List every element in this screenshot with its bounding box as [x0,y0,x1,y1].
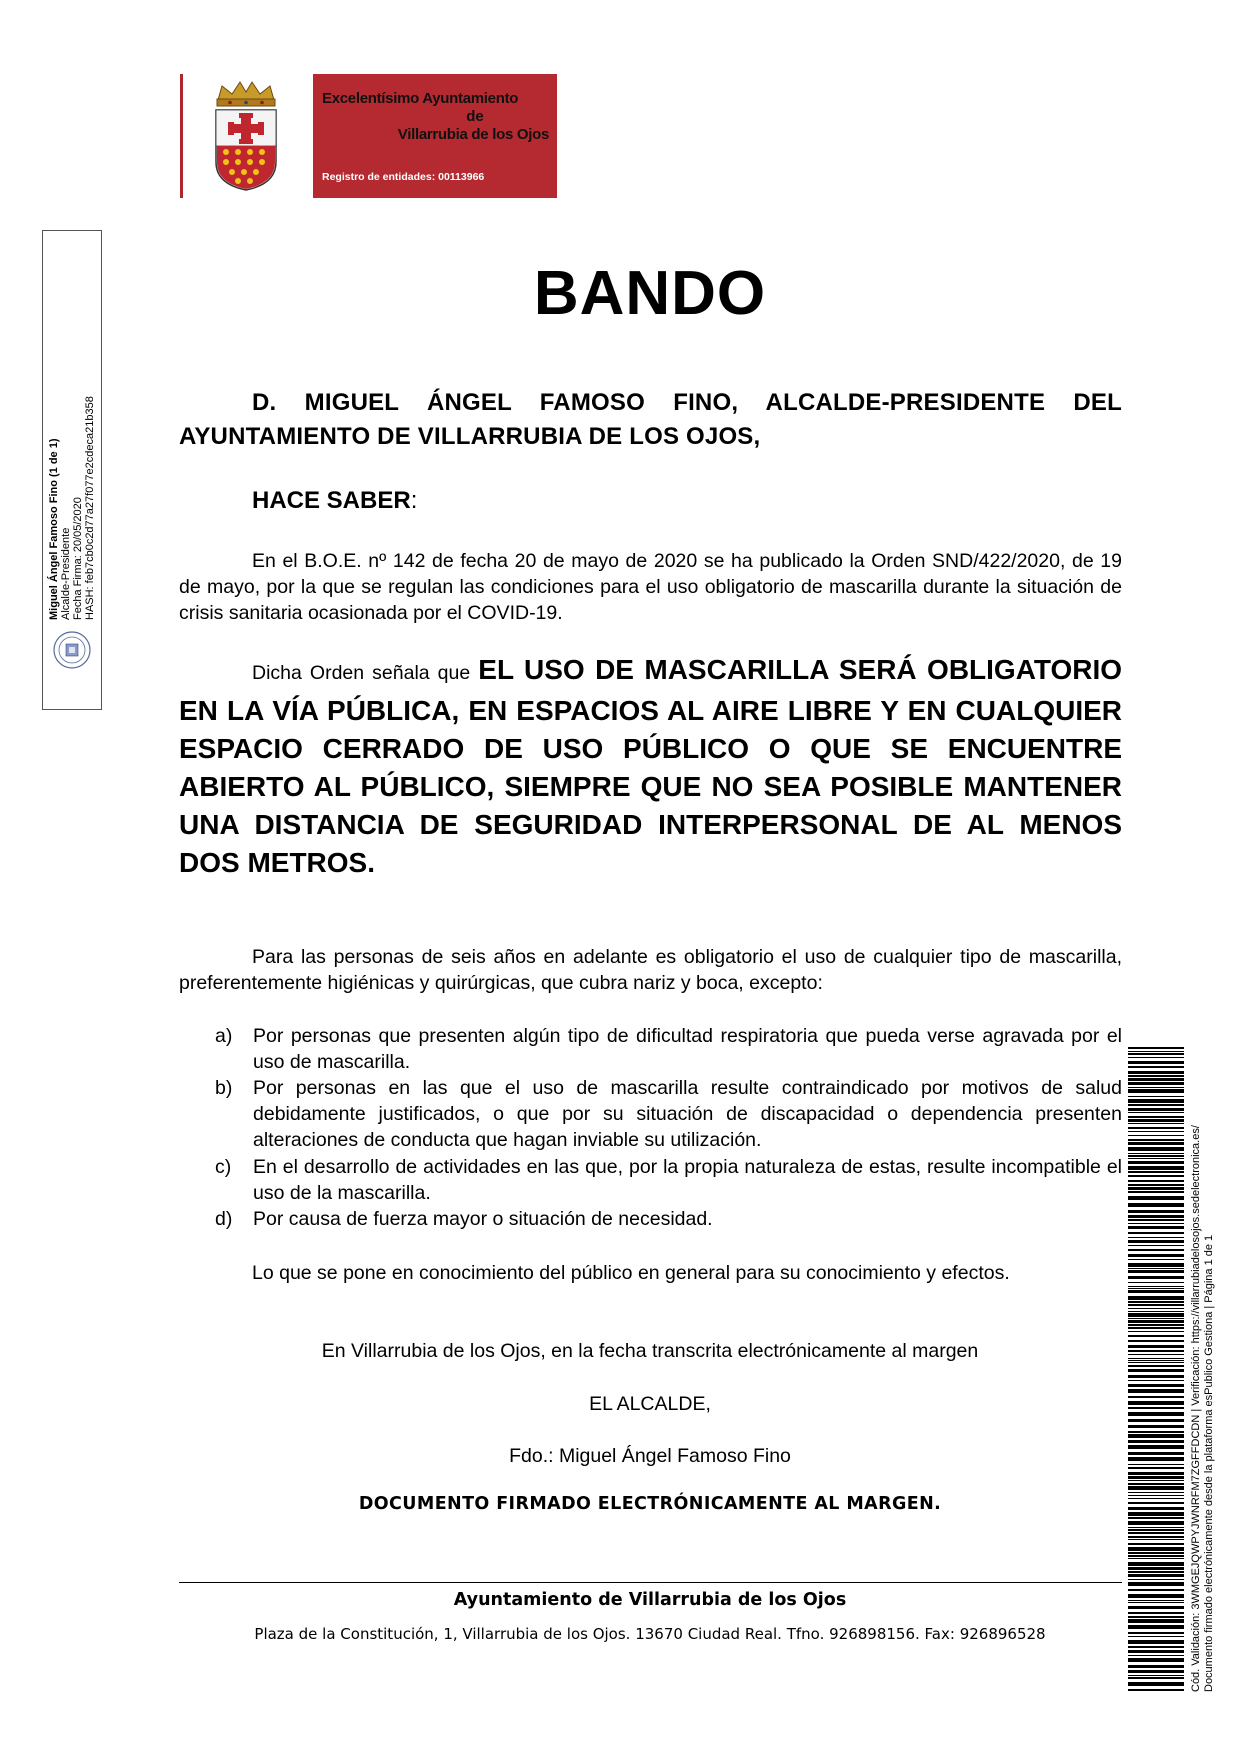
municipality-brand-box [313,74,557,198]
barcode-bar [1128,1665,1184,1668]
brand-line-1: Excelentísimo Ayuntamiento [322,90,519,107]
barcode-bar [1128,1108,1184,1111]
barcode-bar [1128,1127,1184,1129]
barcode-bar [1128,1096,1184,1097]
official-seal-icon [52,630,92,670]
barcode-bar [1128,1425,1184,1428]
barcode-bar [1128,1237,1184,1238]
barcode-bar [1128,1161,1184,1164]
barcode-bar [1128,1327,1184,1329]
barcode-bar [1128,1119,1184,1122]
brand-registry: Registro de entidades: 00113966 [322,171,485,183]
signer-name: Fdo.: Miguel Ángel Famoso Fino [509,1445,791,1467]
document-title: BANDO [533,259,767,328]
barcode-bar [1128,1476,1184,1479]
list-item [179,1075,1122,1153]
footer-address: Plaza de la Constitución, 1, Villarrubia de los Ojos. 13670 Ciudad Real. Tfno. 926898156. Fax: 926896528 [254,1625,1046,1643]
barcode-bar [1128,1142,1184,1145]
barcode-bar [1128,1619,1184,1623]
barcode-bar [1128,1558,1184,1559]
list-item [179,1154,1122,1206]
paragraph-mask-lead: Dicha Orden señala que [252,662,479,684]
barcode-bar [1128,1268,1184,1269]
coat-of-arms-icon [210,80,282,192]
barcode-bar [1128,1078,1184,1081]
barcode-bar [1128,1089,1184,1093]
barcode-bar [1128,1650,1184,1653]
barcode-bar [1128,1574,1184,1577]
barcode-bar [1128,1301,1184,1303]
barcode-bar [1128,1440,1184,1443]
barcode-bar [1128,1658,1184,1662]
barcode-bar [1128,1670,1184,1673]
barcode-bar [1128,1215,1184,1218]
barcode-bar [1128,1210,1184,1213]
barcode-bar [1128,1180,1184,1182]
barcode-bar [1128,1532,1184,1534]
barcode-bar [1128,1517,1184,1519]
barcode-bar [1128,1061,1184,1064]
barcode-bar [1128,1434,1184,1438]
header-accent-line [180,74,183,198]
barcode-bar [1128,1184,1184,1186]
barcode-bar [1128,1116,1184,1118]
barcode-bar [1128,1567,1184,1570]
barcode-bar [1128,1104,1184,1106]
barcode-bar [1128,1223,1184,1224]
barcode-bar [1128,1245,1184,1246]
barcode-bar [1128,1226,1184,1229]
barcode-bar [1128,1112,1184,1113]
barcode-bar [1128,1075,1184,1077]
barcode-bar [1128,1536,1184,1538]
barcode-bar [1128,1166,1184,1170]
list-item-text: En el desarrollo de actividades en las que, por la propia naturaleza de estas, resulte incompatible el uso de la mascarilla. [253,1156,1122,1204]
barcode-bar [1128,1288,1184,1289]
barcode-bar [1128,1431,1184,1433]
signature-hash: HASH: feb7cb0c2d77a27f077e2cdeca21b358 [84,396,96,620]
barcode-bar [1128,1318,1184,1319]
barcode-bar [1128,1240,1184,1243]
barcode-bar [1128,1529,1184,1531]
barcode-bar [1128,1682,1184,1686]
list-item-text: Por personas que presenten algún tipo de dificultad respiratoria que pueda verse agravada por el uso de mascarilla. [253,1025,1122,1073]
barcode-bar [1128,1051,1184,1052]
verification-line-2: Documento firmado electrónicamente desde la plataforma esPublico Gestiona | Página 1 de 1 [1203,1234,1215,1692]
barcode-bar [1128,1308,1184,1309]
barcode-bar [1128,1203,1184,1207]
barcode-bar [1128,1196,1184,1200]
barcode-bar [1128,1175,1184,1177]
barcode-bar [1128,1263,1184,1267]
barcode-bar [1128,1071,1184,1074]
place-date: En Villarrubia de los Ojos, en la fecha transcrita electrónicamente al margen [321,1340,979,1362]
barcode-bar [1128,1472,1184,1475]
barcode-bar [1128,1571,1184,1573]
barcode-bar [1128,1492,1184,1493]
barcode-bar [1128,1369,1184,1372]
barcode-bar [1128,1335,1184,1337]
barcode-bar [1128,1066,1184,1068]
barcode-bar [1128,1552,1184,1554]
barcode-bar [1128,1187,1184,1190]
barcode-bar [1128,1365,1184,1367]
footer-divider [179,1582,1122,1583]
barcode-bar [1128,1480,1184,1481]
signature-date: Fecha Firma: 20/05/2020 [72,497,84,620]
barcode-bar [1128,1155,1184,1157]
barcode-bar [1128,1053,1184,1055]
barcode-bar [1128,1087,1184,1088]
list-item [179,1206,1122,1232]
barcode-bar [1128,1616,1184,1618]
signature-signer: Miguel Ángel Famoso Fino (1 de 1) [48,438,60,620]
barcode-bar [1128,1282,1184,1283]
barcode-bar [1128,1324,1184,1326]
barcode-bar [1128,1331,1184,1332]
signed-note: DOCUMENTO FIRMADO ELECTRÓNICAMENTE AL MARGEN. [358,1494,942,1514]
barcode-bar [1128,1219,1184,1221]
barcode-bar [1128,1486,1184,1490]
barcode-bar [1128,1320,1184,1323]
barcode-bar [1128,1527,1184,1528]
barcode-bar [1128,1047,1184,1049]
verification-line-1: Cód. Validación: 3WMGEJQWPYJWNRFM7ZGFFDCDN | Verificación: https://villarrubiadelosojos.sedelectronica.es/ [1190,1125,1202,1692]
paragraph-mask-obligation [179,651,1122,882]
barcode-bar [1128,1082,1184,1085]
barcode-bar [1128,1539,1184,1540]
barcode-bar [1128,1099,1184,1103]
barcode-bar [1128,1375,1184,1378]
barcode-bar [1128,1131,1184,1132]
barcode-bar [1128,1419,1184,1422]
signature-details [48,360,96,620]
paragraph-mask-emphasis: EL USO DE MASCARILLA SERÁ OBLIGATORIO EN LA VÍA PÚBLICA, EN ESPACIOS AL AIRE LIBRE Y EN CUALQUIER ESPACIO CERRADO DE USO PÚBLICO O QUE SE ENCUENTRE ABIERTO AL PÚBLICO, SIEMPRE QUE NO SEA POSIBLE MANTENER UNA DISTANCIA DE SEGURIDAD INTERPERSONAL DE AL MENOS DOS METROS. [179,654,1123,878]
barcode-bar [1128,1689,1184,1691]
barcode-bar [1128,1380,1184,1381]
barcode-bar [1128,1259,1184,1260]
barcode-bar [1128,1646,1184,1648]
barcode-bar [1128,1521,1184,1525]
barcode-bar [1128,1612,1184,1614]
barcode-bar [1128,1286,1184,1287]
footer-org: Ayuntamiento de Villarrubia de los Ojos [453,1590,847,1610]
barcode-bar [1128,1313,1184,1317]
barcode-bar [1128,1582,1184,1586]
signature-role: Alcalde-Presidente [60,527,72,620]
signer-role: EL ALCALDE, [589,1393,711,1415]
barcode-bar [1128,1191,1184,1193]
barcode-bar [1128,1304,1184,1306]
list-item-text: Por causa de fuerza mayor o situación de necesidad. [253,1208,713,1230]
barcode-bar [1128,1135,1184,1136]
hace-saber-text: HACE SABER [252,487,411,514]
barcode-bar [1128,1276,1184,1279]
hace-saber-colon: : [410,487,418,514]
addressee: D. MIGUEL ÁNGEL FAMOSO FINO, ALCALDE-PRESIDENTE DEL AYUNTAMIENTO DE VILLARRUBIA DE LOS OJOS, [179,389,1122,450]
barcode-bar [1128,1270,1184,1273]
barcode-bar [1128,1547,1184,1551]
paragraph-boe: En el B.O.E. nº 142 de fecha 20 de mayo de 2020 se ha publicado la Orden SND/422/2020, de 19 de mayo, por la que se regulan las condiciones para el uso obligatorio de mascarilla durante la situación de crisis sanitaria ocasionada por el COVID-19. [179,550,1122,624]
barcode-bar [1128,1171,1184,1173]
barcode-bar [1128,1562,1184,1566]
barcode-bar [1128,1249,1184,1251]
brand-line-2: de [466,108,484,125]
list-item-label: d) [215,1208,233,1230]
list-item-label: c) [215,1156,232,1178]
paragraph-scope: Para las personas de seis años en adelante es obligatorio el uso de cualquier tipo de mascarilla, preferentemente higiénicas y quirúrgicas, que cubra nariz y boca, excepto: [179,946,1122,994]
barcode-bar [1128,1384,1184,1387]
list-item-label: a) [215,1025,233,1047]
barcode-bar [1128,1254,1184,1257]
barcode-bar [1128,1579,1184,1580]
barcode-bar [1128,1483,1184,1485]
barcode-bar [1128,1543,1184,1545]
barcode-bar [1128,1675,1184,1676]
barcode-bar [1128,1123,1184,1124]
barcode-bar [1128,1296,1184,1300]
barcode-bar [1128,1232,1184,1234]
list-item-label: b) [215,1077,233,1099]
brand-line-3: Villarrubia de los Ojos [397,126,549,143]
list-item [179,1023,1122,1075]
barcode-bar [1128,1139,1184,1141]
barcode-bar [1128,1555,1184,1557]
hace-saber-heading [179,484,1122,518]
barcode-bar [1128,1153,1184,1154]
barcode-bar [1128,1158,1184,1159]
barcode-bar [1128,1655,1184,1656]
list-item-text: Por personas en las que el uso de mascarilla resulte contraindicado por motivos de salud debidamente justificados, o que por su situación de discapacidad o dependencia presenten alteraciones de conducta que hagan inviable su utilización. [253,1077,1122,1151]
paragraph-closing: Lo que se pone en conocimiento del público en general para su conocimiento y efectos. [252,1262,1010,1284]
barcode-bar [1128,1677,1184,1679]
barcode-bar [1128,1147,1184,1151]
barcode-bar [1128,1057,1184,1058]
barcode-bar [1128,1290,1184,1293]
barcode-bar [1128,1311,1184,1312]
